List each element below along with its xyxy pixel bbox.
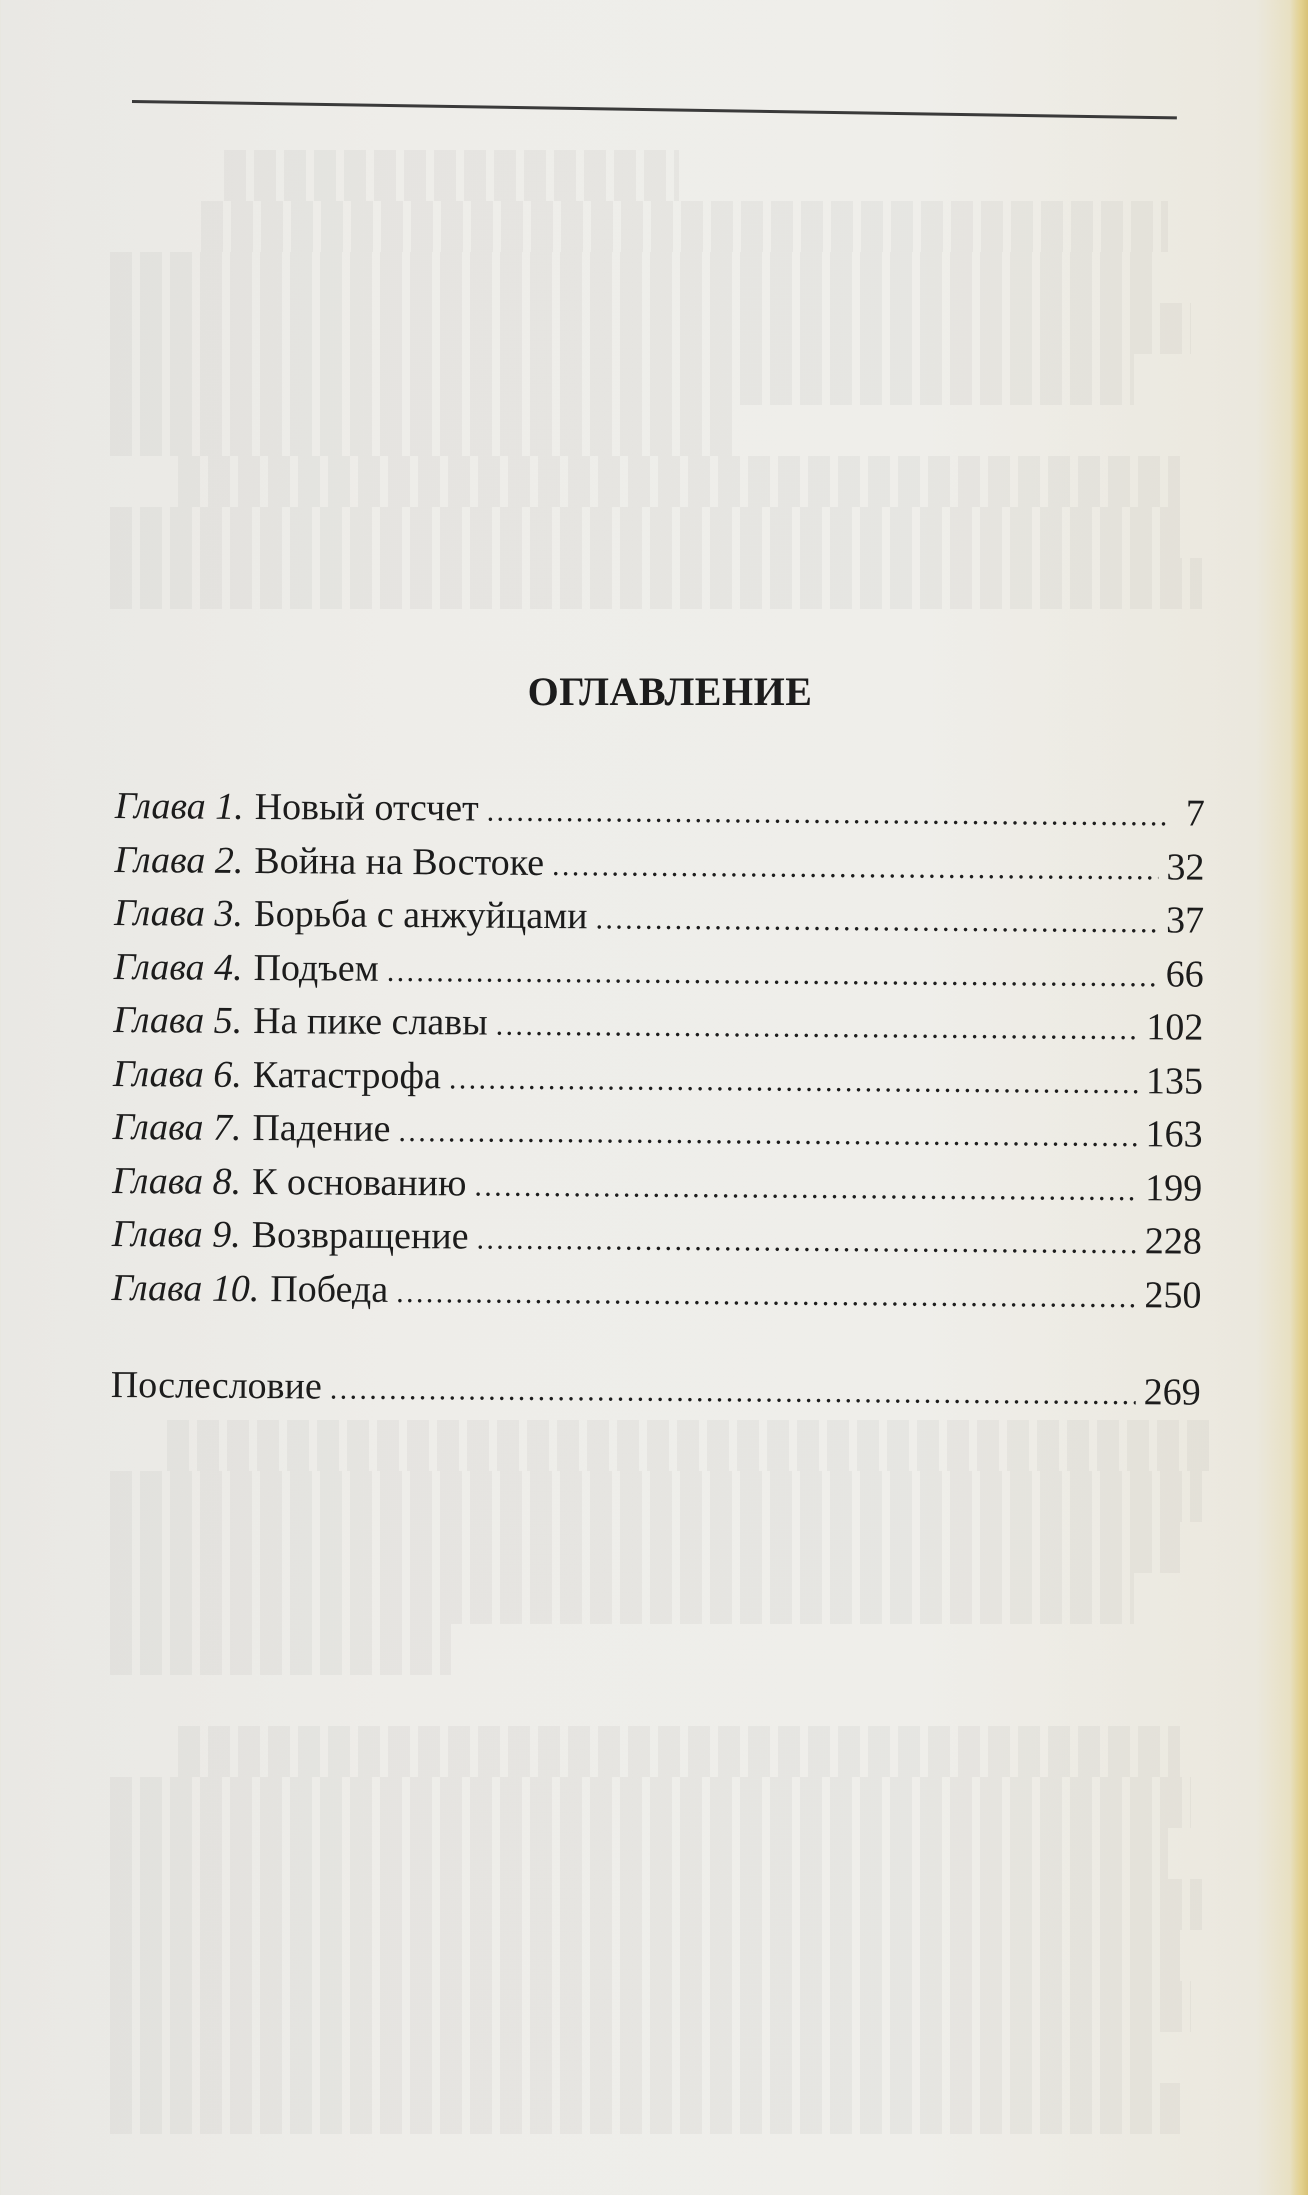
page-number: 66 <box>1165 952 1204 996</box>
chapter-title: Борьба с анжуйцами <box>253 892 588 938</box>
dot-leader <box>398 1105 1137 1164</box>
page-number: 102 <box>1146 1006 1204 1049</box>
page-number: 163 <box>1145 1113 1203 1156</box>
chapter-title: Катастрофа <box>252 1053 442 1097</box>
page-number: 250 <box>1144 1273 1202 1317</box>
dot-leader <box>476 1213 1137 1271</box>
toc-entry-chapter-7 <box>112 1101 1202 1162</box>
header-rule <box>132 100 1177 119</box>
chapter-title: Возвращение <box>251 1213 469 1258</box>
chapter-title: Победа <box>270 1267 389 1311</box>
bleed-through-text-bottom <box>110 1420 1248 2134</box>
page-number: 7 <box>1185 792 1205 835</box>
chapter-title: Война на Востоке <box>254 839 545 884</box>
chapter-label: Глава 6. <box>112 1052 242 1096</box>
bleed-through-text-top <box>110 150 1248 609</box>
toc-entry-chapter-10 <box>111 1261 1201 1322</box>
toc-entry-chapter-8 <box>112 1154 1202 1215</box>
chapter-label: Глава 7. <box>112 1105 242 1149</box>
afterword-title: Послесловие <box>110 1363 322 1408</box>
chapter-label: Глава 1. <box>114 784 244 828</box>
dot-leader <box>449 1052 1138 1110</box>
toc-entry-chapter-1 <box>115 780 1205 841</box>
chapter-title: Новый отсчет <box>254 785 479 830</box>
toc-entry-afterword <box>111 1359 1201 1420</box>
page-number: 135 <box>1145 1059 1204 1103</box>
toc-entry-chapter-5 <box>113 994 1203 1055</box>
chapter-title: Падение <box>252 1106 391 1150</box>
page-number: 199 <box>1145 1166 1203 1210</box>
toc-entry-chapter-6 <box>113 1047 1203 1108</box>
page-number: 228 <box>1144 1220 1202 1263</box>
chapter-title: На пике славы <box>253 999 488 1044</box>
chapter-label: Глава 2. <box>114 838 244 882</box>
dot-leader <box>474 1159 1137 1217</box>
dot-leader <box>330 1363 1136 1422</box>
chapter-label: Глава 10. <box>111 1266 260 1310</box>
dot-leader <box>595 892 1158 949</box>
chapter-label: Глава 4. <box>113 945 243 989</box>
chapter-title: Подъем <box>253 946 379 990</box>
page-number: 32 <box>1166 845 1205 889</box>
contents-heading: ОГЛАВЛЕНИЕ <box>527 669 813 714</box>
toc-entry-chapter-9 <box>112 1208 1202 1269</box>
page-number: 269 <box>1143 1371 1201 1414</box>
dot-leader <box>396 1265 1137 1324</box>
chapter-title: К основанию <box>251 1160 467 1204</box>
toc-entry-chapter-2 <box>114 833 1204 894</box>
chapter-label: Глава 5. <box>113 998 243 1042</box>
chapter-label: Глава 9. <box>111 1212 241 1256</box>
chapter-label: Глава 8. <box>112 1159 242 1203</box>
chapter-label: Глава 3. <box>113 891 244 935</box>
page-number: 37 <box>1165 899 1205 942</box>
toc-entry-chapter-4 <box>114 940 1204 1001</box>
page-edge <box>1290 0 1308 2195</box>
dot-leader <box>496 999 1139 1057</box>
table-of-contents <box>111 780 1205 1420</box>
dot-leader <box>387 944 1158 1003</box>
dot-leader <box>486 785 1166 843</box>
toc-entry-chapter-3 <box>114 887 1204 948</box>
dot-leader <box>552 839 1159 897</box>
